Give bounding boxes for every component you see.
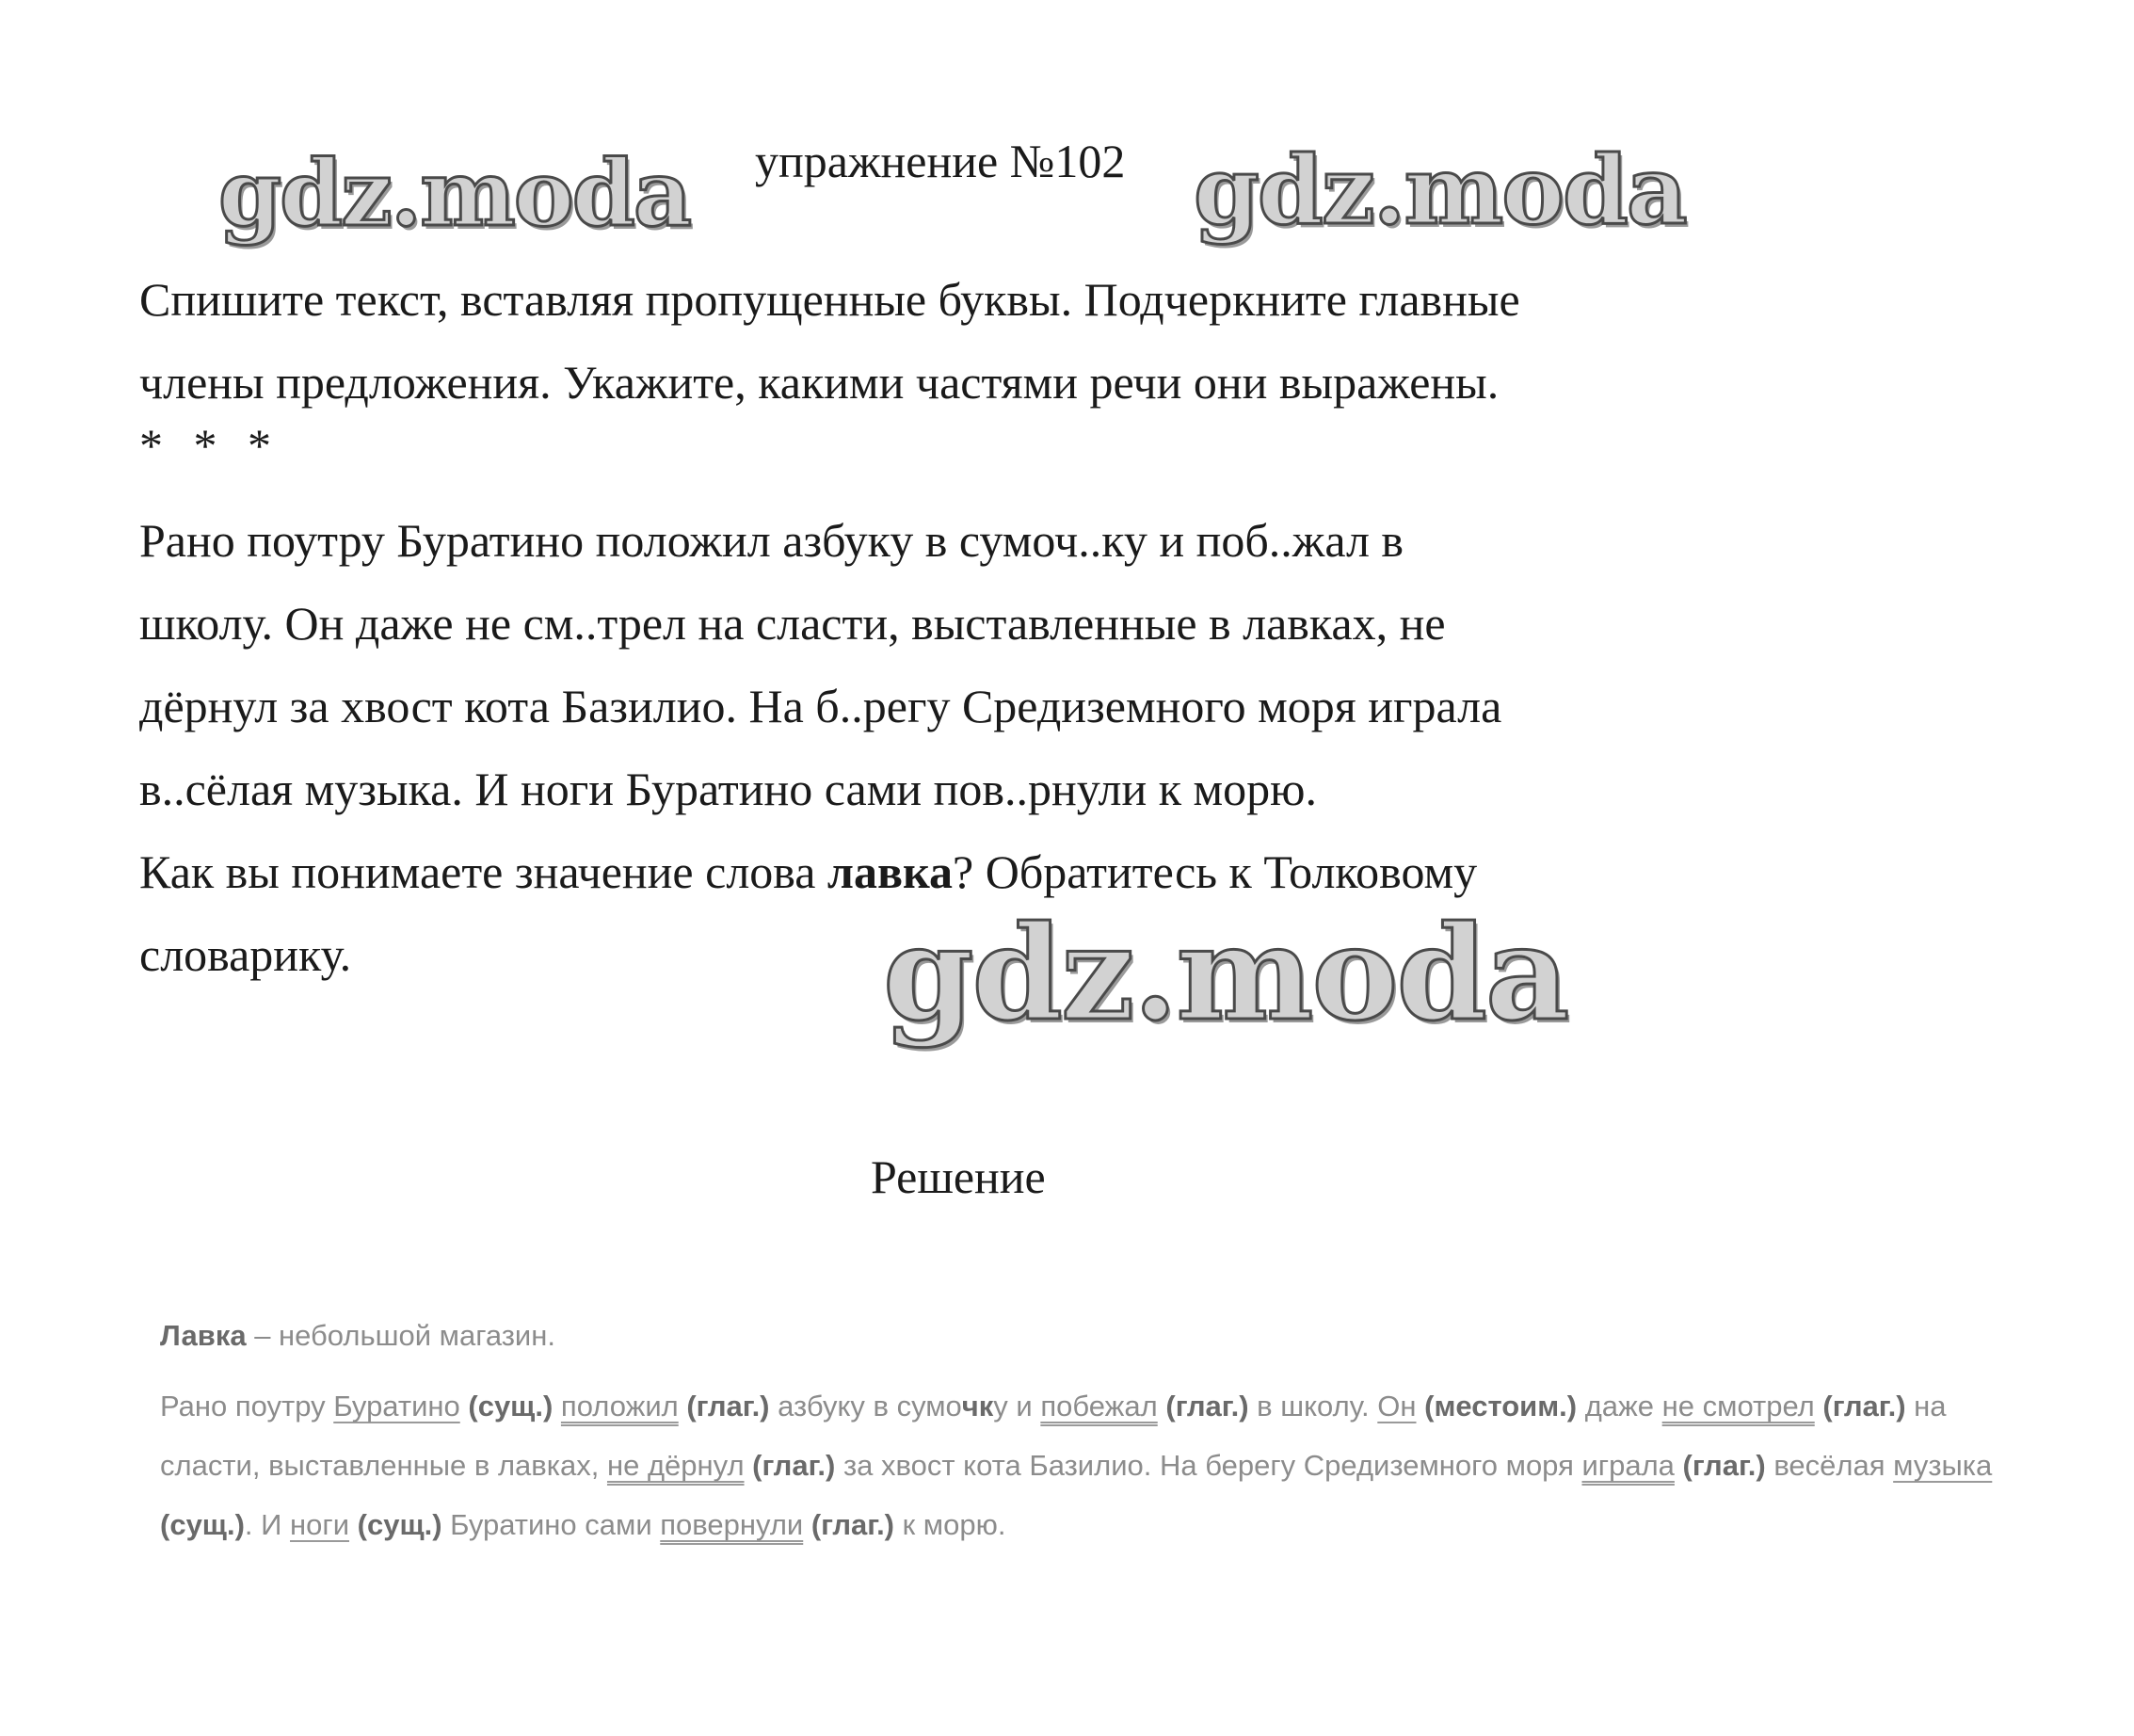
solution-heading: Решение [871, 1150, 1046, 1203]
watermark-logo: gdz.moda [883, 896, 1568, 1050]
part-of-speech-label: (сущ.) [160, 1508, 245, 1541]
plain-text: . И [244, 1508, 291, 1541]
exercise-text [139, 499, 1928, 996]
definition-text: – небольшой магазин. [246, 1319, 555, 1352]
plain-text: весёлая [1765, 1449, 1894, 1482]
plain-text: в школу. [1248, 1390, 1378, 1423]
story-line: школу. Он даже не см..трел на сласти, выставленные в лавках, не [139, 597, 1446, 650]
question-line [139, 830, 1928, 913]
predicate-word: положил [560, 1390, 679, 1423]
story-line: Рано поутру Буратино положил азбуку в сумоч..ку и поб..жал в [139, 514, 1404, 567]
predicate-word: побежал [1040, 1390, 1158, 1423]
question-line: словарику. [139, 928, 352, 981]
solution-block [160, 1316, 2014, 1554]
plain-text: к морю. [894, 1508, 1006, 1541]
subject-word: ноги [290, 1508, 350, 1541]
question-text: Как вы понимаете значение слова [139, 845, 827, 898]
predicate-word: повернули [660, 1508, 804, 1541]
part-of-speech-label: (глаг.) [1165, 1390, 1249, 1423]
part-of-speech-label: (сущ.) [357, 1508, 442, 1541]
plain-text: у и [993, 1390, 1041, 1423]
definition-term: Лавка [160, 1319, 247, 1352]
predicate-word: не смотрел [1661, 1390, 1815, 1423]
part-of-speech-label: (сущ.) [468, 1390, 554, 1423]
task-line: Спишите текст, вставляя пропущенные буквы. Подчеркните главные [139, 273, 1520, 326]
exercise-title: упражнение №102 [755, 135, 1126, 187]
part-of-speech-label: (глаг.) [752, 1449, 836, 1482]
part-of-speech-label: (глаг.) [1822, 1390, 1906, 1423]
task-instructions [139, 258, 1890, 424]
subject-word: Он [1377, 1390, 1417, 1423]
plain-text: даже [1577, 1390, 1662, 1423]
part-of-speech-label: (глаг.) [686, 1390, 770, 1423]
plain-text: азбуку в сумо [769, 1390, 962, 1423]
inserted-letters: чк [961, 1390, 994, 1423]
solution-definition [160, 1316, 2014, 1356]
part-of-speech-label: (глаг.) [810, 1508, 895, 1541]
subject-word: музыка [1893, 1449, 1993, 1482]
part-of-speech-label: (местоим.) [1424, 1390, 1578, 1423]
separator-stars: * * * [139, 419, 281, 472]
plain-text: на сласти, выставленные в лавках, [160, 1390, 1947, 1482]
part-of-speech-label: (глаг.) [1682, 1449, 1766, 1482]
story-line: в..сёлая музыка. И ноги Буратино сами пов..рнули к морю. [139, 763, 1318, 815]
question-text: ? Обратитесь к Толковому [953, 845, 1478, 898]
plain-text: Буратино сами [441, 1508, 661, 1541]
predicate-word: играла [1581, 1449, 1675, 1482]
question-keyword: лавка [826, 845, 954, 898]
subject-word: Буратино [333, 1390, 460, 1423]
watermark-logo: gdz.moda [218, 140, 691, 247]
plain-text: Рано поутру [160, 1390, 334, 1423]
plain-text: за хвост кота Базилио. На берегу Средиземного моря [835, 1449, 1582, 1482]
predicate-word: не дёрнул [606, 1449, 745, 1482]
story-line: дёрнул за хвост кота Базилио. На б..регу Средиземного моря играла [139, 680, 1502, 732]
solution-text [160, 1376, 2014, 1554]
watermark-logo: gdz.moda [1194, 135, 1686, 246]
task-line: члены предложения. Укажите, какими частями речи они выражены. [139, 356, 1500, 409]
